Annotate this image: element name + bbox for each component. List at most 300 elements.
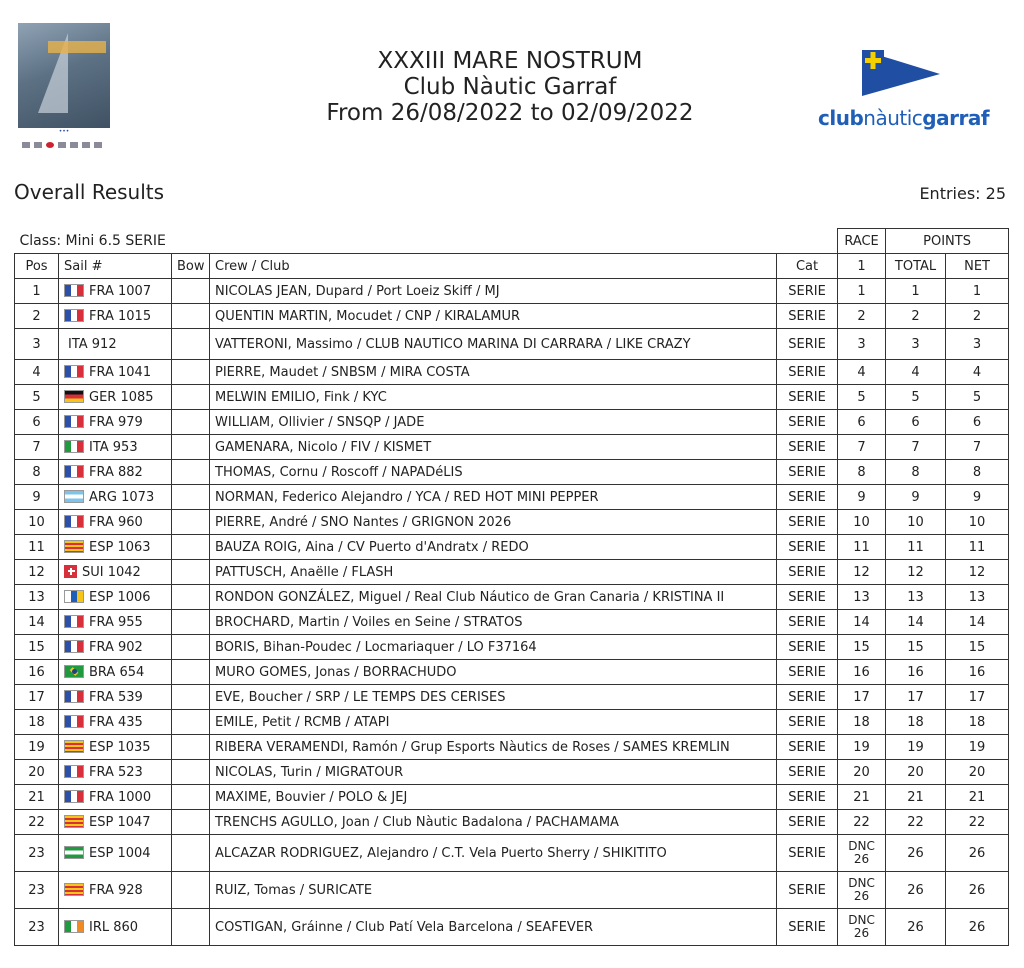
pos-cell: 21 xyxy=(15,785,59,810)
race-cell xyxy=(838,635,886,660)
poster-banner xyxy=(48,41,106,53)
race-cell xyxy=(838,460,886,485)
country-flag-icon xyxy=(64,765,84,778)
pos-cell: 23 xyxy=(15,909,59,946)
table-row xyxy=(15,872,1009,909)
bow-cell xyxy=(172,735,210,760)
net-cell: 13 xyxy=(946,585,1009,610)
race-cell xyxy=(838,410,886,435)
pos-cell: 17 xyxy=(15,685,59,710)
pos-cell: 16 xyxy=(15,660,59,685)
sail-cell xyxy=(59,760,172,785)
poster-caption: ••• xyxy=(58,128,70,135)
net-cell: 20 xyxy=(946,760,1009,785)
net-cell: 26 xyxy=(946,835,1009,872)
net-cell: 26 xyxy=(946,872,1009,909)
race-cell xyxy=(838,810,886,835)
race-cell xyxy=(838,760,886,785)
net-cell: 26 xyxy=(946,909,1009,946)
total-header: TOTAL xyxy=(886,254,946,279)
total-cell: 21 xyxy=(886,785,946,810)
column-header-row xyxy=(15,254,1009,279)
race-points: 26 xyxy=(853,889,870,903)
sail-cell xyxy=(59,535,172,560)
sail-number: FRA 1015 xyxy=(89,308,152,324)
bow-cell xyxy=(172,835,210,872)
sail-number: FRA 928 xyxy=(89,882,143,898)
total-cell: 4 xyxy=(886,360,946,385)
race-cell xyxy=(838,279,886,304)
sail-number: FRA 979 xyxy=(89,414,143,430)
country-flag-icon xyxy=(64,883,84,896)
table-row xyxy=(15,810,1009,835)
bow-cell xyxy=(172,460,210,485)
net-cell: 15 xyxy=(946,635,1009,660)
race-score: 21 xyxy=(853,789,870,805)
sail-number: FRA 1007 xyxy=(89,283,152,299)
table-row xyxy=(15,435,1009,460)
cat-cell: SERIE xyxy=(777,304,838,329)
race-code: DNC xyxy=(848,913,875,927)
sail-number: FRA 955 xyxy=(89,614,143,630)
total-cell: 3 xyxy=(886,329,946,360)
crew-cell: EVE, Boucher / SRP / LE TEMPS DES CERISES xyxy=(210,685,777,710)
sail-cell xyxy=(59,909,172,946)
cat-cell: SERIE xyxy=(777,660,838,685)
bow-cell xyxy=(172,685,210,710)
table-row xyxy=(15,635,1009,660)
net-cell: 4 xyxy=(946,360,1009,385)
bow-cell xyxy=(172,485,210,510)
pos-cell: 4 xyxy=(15,360,59,385)
sail-number: FRA 1041 xyxy=(89,364,152,380)
race-score: 12 xyxy=(853,564,870,580)
cat-header: Cat xyxy=(777,254,838,279)
net-cell: 14 xyxy=(946,610,1009,635)
total-cell: 10 xyxy=(886,510,946,535)
race-score: 3 xyxy=(857,336,866,352)
cat-cell: SERIE xyxy=(777,435,838,460)
crew-cell: MELWIN EMILIO, Fink / KYC xyxy=(210,385,777,410)
cat-cell: SERIE xyxy=(777,560,838,585)
bow-header: Bow xyxy=(172,254,210,279)
cat-cell: SERIE xyxy=(777,385,838,410)
total-cell: 16 xyxy=(886,660,946,685)
bow-cell xyxy=(172,279,210,304)
race-cell xyxy=(838,909,886,946)
pos-cell: 10 xyxy=(15,510,59,535)
bow-cell xyxy=(172,909,210,946)
crew-cell: NICOLAS JEAN, Dupard / Port Loeiz Skiff / MJ xyxy=(210,279,777,304)
crew-cell: VATTERONI, Massimo / CLUB NAUTICO MARINA DI CARRARA / LIKE CRAZY xyxy=(210,329,777,360)
club-logo xyxy=(818,48,988,130)
total-cell: 1 xyxy=(886,279,946,304)
bow-cell xyxy=(172,385,210,410)
table-row xyxy=(15,735,1009,760)
race-cell xyxy=(838,660,886,685)
country-flag-icon xyxy=(64,790,84,803)
crew-cell: RIBERA VERAMENDI, Ramón / Grup Esports Nàutics de Roses / SAMES KREMLIN xyxy=(210,735,777,760)
sail-number: FRA 882 xyxy=(89,464,143,480)
sail-number: ARG 1073 xyxy=(89,489,155,505)
table-row xyxy=(15,329,1009,360)
cat-cell: SERIE xyxy=(777,535,838,560)
pos-cell: 14 xyxy=(15,610,59,635)
sail-cell xyxy=(59,485,172,510)
sail-cell xyxy=(59,735,172,760)
sail-number: BRA 654 xyxy=(89,664,145,680)
table-row xyxy=(15,909,1009,946)
crew-cell: BAUZA ROIG, Aina / CV Puerto d'Andratx / REDO xyxy=(210,535,777,560)
country-flag-icon xyxy=(64,390,84,403)
race-points: 26 xyxy=(853,852,870,866)
country-flag-icon xyxy=(64,565,77,578)
net-cell: 6 xyxy=(946,410,1009,435)
bow-cell xyxy=(172,435,210,460)
race-code: DNC xyxy=(848,876,875,890)
pos-cell: 13 xyxy=(15,585,59,610)
race-score: 18 xyxy=(853,714,870,730)
total-cell: 13 xyxy=(886,585,946,610)
race-score: 14 xyxy=(853,614,870,630)
race-cell xyxy=(838,735,886,760)
total-cell: 18 xyxy=(886,710,946,735)
table-row xyxy=(15,610,1009,635)
cat-cell: SERIE xyxy=(777,410,838,435)
burgee-flag-icon xyxy=(818,48,988,104)
points-group-header: POINTS xyxy=(886,229,1009,254)
sail-number: FRA 435 xyxy=(89,714,143,730)
cat-cell: SERIE xyxy=(777,360,838,385)
race-score: 4 xyxy=(857,364,866,380)
results-table xyxy=(14,228,1009,946)
pos-header: Pos xyxy=(15,254,59,279)
race-cell xyxy=(838,435,886,460)
table-row xyxy=(15,279,1009,304)
race-cell xyxy=(838,585,886,610)
bow-cell xyxy=(172,810,210,835)
total-cell: 6 xyxy=(886,410,946,435)
sail-cell xyxy=(59,329,172,360)
net-cell: 10 xyxy=(946,510,1009,535)
sail-cell xyxy=(59,435,172,460)
country-flag-icon xyxy=(64,846,84,859)
event-title: XXXIII MARE NOSTRUM xyxy=(377,48,643,74)
country-flag-icon xyxy=(64,590,84,603)
bow-cell xyxy=(172,560,210,585)
table-row xyxy=(15,535,1009,560)
sail-number: ESP 1047 xyxy=(89,814,151,830)
pos-cell: 7 xyxy=(15,435,59,460)
table-row xyxy=(15,785,1009,810)
pos-cell: 15 xyxy=(15,635,59,660)
net-header: NET xyxy=(946,254,1009,279)
country-flag-icon xyxy=(64,740,84,753)
bow-cell xyxy=(172,760,210,785)
race-cell xyxy=(838,872,886,909)
entries-count: Entries: 25 xyxy=(919,184,1006,203)
cat-cell: SERIE xyxy=(777,909,838,946)
sail-cell xyxy=(59,610,172,635)
sail-cell xyxy=(59,360,172,385)
sail-number: ITA 912 xyxy=(68,336,117,352)
race1-header: 1 xyxy=(838,254,886,279)
pos-cell: 19 xyxy=(15,735,59,760)
race-score: 19 xyxy=(853,739,870,755)
race-score: 7 xyxy=(857,439,866,455)
country-flag-icon xyxy=(64,284,84,297)
pos-cell: 12 xyxy=(15,560,59,585)
total-cell: 19 xyxy=(886,735,946,760)
sponsor-logos xyxy=(22,142,106,150)
table-row xyxy=(15,660,1009,685)
sail-number: FRA 1000 xyxy=(89,789,152,805)
cat-cell: SERIE xyxy=(777,610,838,635)
bow-cell xyxy=(172,872,210,909)
race-cell xyxy=(838,329,886,360)
sail-cell xyxy=(59,635,172,660)
country-flag-icon xyxy=(64,490,84,503)
country-flag-icon xyxy=(64,665,84,678)
race-score: 11 xyxy=(853,539,870,555)
crew-header: Crew / Club xyxy=(210,254,777,279)
pos-cell: 11 xyxy=(15,535,59,560)
sail-number: SUI 1042 xyxy=(82,564,141,580)
table-row xyxy=(15,410,1009,435)
pos-cell: 23 xyxy=(15,872,59,909)
pos-cell: 23 xyxy=(15,835,59,872)
sail-cell xyxy=(59,510,172,535)
crew-cell: WILLIAM, Ollivier / SNSQP / JADE xyxy=(210,410,777,435)
table-row xyxy=(15,585,1009,610)
cat-cell: SERIE xyxy=(777,785,838,810)
table-row xyxy=(15,685,1009,710)
net-cell: 18 xyxy=(946,710,1009,735)
cat-cell: SERIE xyxy=(777,872,838,909)
cat-cell: SERIE xyxy=(777,460,838,485)
net-cell: 21 xyxy=(946,785,1009,810)
sail-cell xyxy=(59,279,172,304)
sail-cell xyxy=(59,710,172,735)
total-cell: 14 xyxy=(886,610,946,635)
bow-cell xyxy=(172,410,210,435)
sail-number: GER 1085 xyxy=(89,389,154,405)
table-row xyxy=(15,385,1009,410)
country-flag-icon xyxy=(64,540,84,553)
race-cell xyxy=(838,610,886,635)
total-cell: 22 xyxy=(886,810,946,835)
race-score: 8 xyxy=(857,464,866,480)
total-cell: 11 xyxy=(886,535,946,560)
race-score: 15 xyxy=(853,639,870,655)
total-cell: 20 xyxy=(886,760,946,785)
crew-cell: TRENCHS AGULLO, Joan / Club Nàutic Badalona / PACHAMAMA xyxy=(210,810,777,835)
crew-cell: ALCAZAR RODRIGUEZ, Alejandro / C.T. Vela Puerto Sherry / SHIKITITO xyxy=(210,835,777,872)
sail-number: FRA 902 xyxy=(89,639,143,655)
table-row xyxy=(15,560,1009,585)
sail-cell xyxy=(59,460,172,485)
bow-cell xyxy=(172,510,210,535)
crew-cell: RUIZ, Tomas / SURICATE xyxy=(210,872,777,909)
crew-cell: PATTUSCH, Anaëlle / FLASH xyxy=(210,560,777,585)
bow-cell xyxy=(172,585,210,610)
class-header-row xyxy=(15,229,1009,254)
net-cell: 9 xyxy=(946,485,1009,510)
net-cell: 16 xyxy=(946,660,1009,685)
class-label: Class: Mini 6.5 SERIE xyxy=(15,229,838,254)
net-cell: 8 xyxy=(946,460,1009,485)
race-score: 17 xyxy=(853,689,870,705)
country-flag-icon xyxy=(64,309,84,322)
bow-cell xyxy=(172,710,210,735)
race-cell xyxy=(838,510,886,535)
total-cell: 8 xyxy=(886,460,946,485)
race-cell xyxy=(838,710,886,735)
net-cell: 7 xyxy=(946,435,1009,460)
event-poster-image xyxy=(18,23,110,128)
bow-cell xyxy=(172,304,210,329)
crew-cell: THOMAS, Cornu / Roscoff / NAPADéLIS xyxy=(210,460,777,485)
pos-cell: 1 xyxy=(15,279,59,304)
sail-cell xyxy=(59,385,172,410)
country-flag-icon xyxy=(64,615,84,628)
sail-cell xyxy=(59,810,172,835)
pos-cell: 8 xyxy=(15,460,59,485)
race-cell xyxy=(838,304,886,329)
event-dates: From 26/08/2022 to 02/09/2022 xyxy=(326,100,694,126)
crew-cell: BORIS, Bihan-Poudec / Locmariaquer / LO F37164 xyxy=(210,635,777,660)
pos-cell: 9 xyxy=(15,485,59,510)
race-cell xyxy=(838,835,886,872)
bow-cell xyxy=(172,360,210,385)
sail-number: ITA 953 xyxy=(89,439,138,455)
total-cell: 9 xyxy=(886,485,946,510)
country-flag-icon xyxy=(64,365,84,378)
sail-cell xyxy=(59,304,172,329)
cat-cell: SERIE xyxy=(777,760,838,785)
country-flag-icon xyxy=(64,415,84,428)
race-cell xyxy=(838,385,886,410)
race-score: 5 xyxy=(857,389,866,405)
country-flag-icon xyxy=(64,920,84,933)
net-cell: 11 xyxy=(946,535,1009,560)
cat-cell: SERIE xyxy=(777,835,838,872)
table-row xyxy=(15,485,1009,510)
crew-cell: EMILE, Petit / RCMB / ATAPI xyxy=(210,710,777,735)
race-cell xyxy=(838,685,886,710)
bow-cell xyxy=(172,660,210,685)
net-cell: 2 xyxy=(946,304,1009,329)
crew-cell: QUENTIN MARTIN, Mocudet / CNP / KIRALAMUR xyxy=(210,304,777,329)
club-wordmark: clubnàuticgarraf xyxy=(818,106,990,130)
total-cell: 17 xyxy=(886,685,946,710)
crew-cell: PIERRE, André / SNO Nantes / GRIGNON 2026 xyxy=(210,510,777,535)
race-score: 10 xyxy=(853,514,870,530)
race-score: 22 xyxy=(853,814,870,830)
event-club: Club Nàutic Garraf xyxy=(403,74,617,100)
cat-cell: SERIE xyxy=(777,585,838,610)
race-code: DNC xyxy=(848,839,875,853)
race-score: 9 xyxy=(857,489,866,505)
country-flag-icon xyxy=(64,640,84,653)
sail-cell xyxy=(59,785,172,810)
sail-number: FRA 960 xyxy=(89,514,143,530)
race-cell xyxy=(838,360,886,385)
crew-cell: BROCHARD, Martin / Voiles en Seine / STRATOS xyxy=(210,610,777,635)
race-group-header: RACE xyxy=(838,229,886,254)
country-flag-icon xyxy=(64,515,84,528)
sail-cell xyxy=(59,660,172,685)
net-cell: 22 xyxy=(946,810,1009,835)
crew-cell: MURO GOMES, Jonas / BORRACHUDO xyxy=(210,660,777,685)
cat-cell: SERIE xyxy=(777,685,838,710)
sail-header: Sail # xyxy=(59,254,172,279)
net-cell: 12 xyxy=(946,560,1009,585)
bow-cell xyxy=(172,329,210,360)
pos-cell: 20 xyxy=(15,760,59,785)
cat-cell: SERIE xyxy=(777,485,838,510)
total-cell: 26 xyxy=(886,909,946,946)
bow-cell xyxy=(172,635,210,660)
country-flag-icon xyxy=(64,465,84,478)
table-row xyxy=(15,304,1009,329)
total-cell: 2 xyxy=(886,304,946,329)
total-cell: 26 xyxy=(886,835,946,872)
sail-number: ESP 1035 xyxy=(89,739,151,755)
country-flag-icon xyxy=(64,715,84,728)
race-cell xyxy=(838,785,886,810)
table-row xyxy=(15,835,1009,872)
crew-cell: MAXIME, Bouvier / POLO & JEJ xyxy=(210,785,777,810)
sail-number: ESP 1004 xyxy=(89,845,151,861)
bow-cell xyxy=(172,535,210,560)
event-header xyxy=(250,48,770,126)
sail-number: FRA 523 xyxy=(89,764,143,780)
race-cell xyxy=(838,560,886,585)
table-row xyxy=(15,710,1009,735)
cat-cell: SERIE xyxy=(777,810,838,835)
sail-cell xyxy=(59,872,172,909)
table-row xyxy=(15,460,1009,485)
net-cell: 3 xyxy=(946,329,1009,360)
crew-cell: GAMENARA, Nicolo / FIV / KISMET xyxy=(210,435,777,460)
country-flag-icon xyxy=(64,815,84,828)
net-cell: 1 xyxy=(946,279,1009,304)
net-cell: 5 xyxy=(946,385,1009,410)
cat-cell: SERIE xyxy=(777,279,838,304)
race-score: 2 xyxy=(857,308,866,324)
country-flag-icon xyxy=(64,690,84,703)
race-score: 16 xyxy=(853,664,870,680)
bow-cell xyxy=(172,610,210,635)
total-cell: 15 xyxy=(886,635,946,660)
cat-cell: SERIE xyxy=(777,635,838,660)
crew-cell: PIERRE, Maudet / SNBSM / MIRA COSTA xyxy=(210,360,777,385)
sail-cell xyxy=(59,835,172,872)
race-score: 1 xyxy=(857,283,866,299)
cat-cell: SERIE xyxy=(777,710,838,735)
pos-cell: 5 xyxy=(15,385,59,410)
pos-cell: 18 xyxy=(15,710,59,735)
pos-cell: 3 xyxy=(15,329,59,360)
race-score: 6 xyxy=(857,414,866,430)
total-cell: 5 xyxy=(886,385,946,410)
sail-number: ESP 1006 xyxy=(89,589,151,605)
crew-cell: COSTIGAN, Gráinne / Club Patí Vela Barcelona / SEAFEVER xyxy=(210,909,777,946)
results-heading: Overall Results xyxy=(14,180,165,204)
crew-cell: NICOLAS, Turin / MIGRATOUR xyxy=(210,760,777,785)
sail-cell xyxy=(59,560,172,585)
